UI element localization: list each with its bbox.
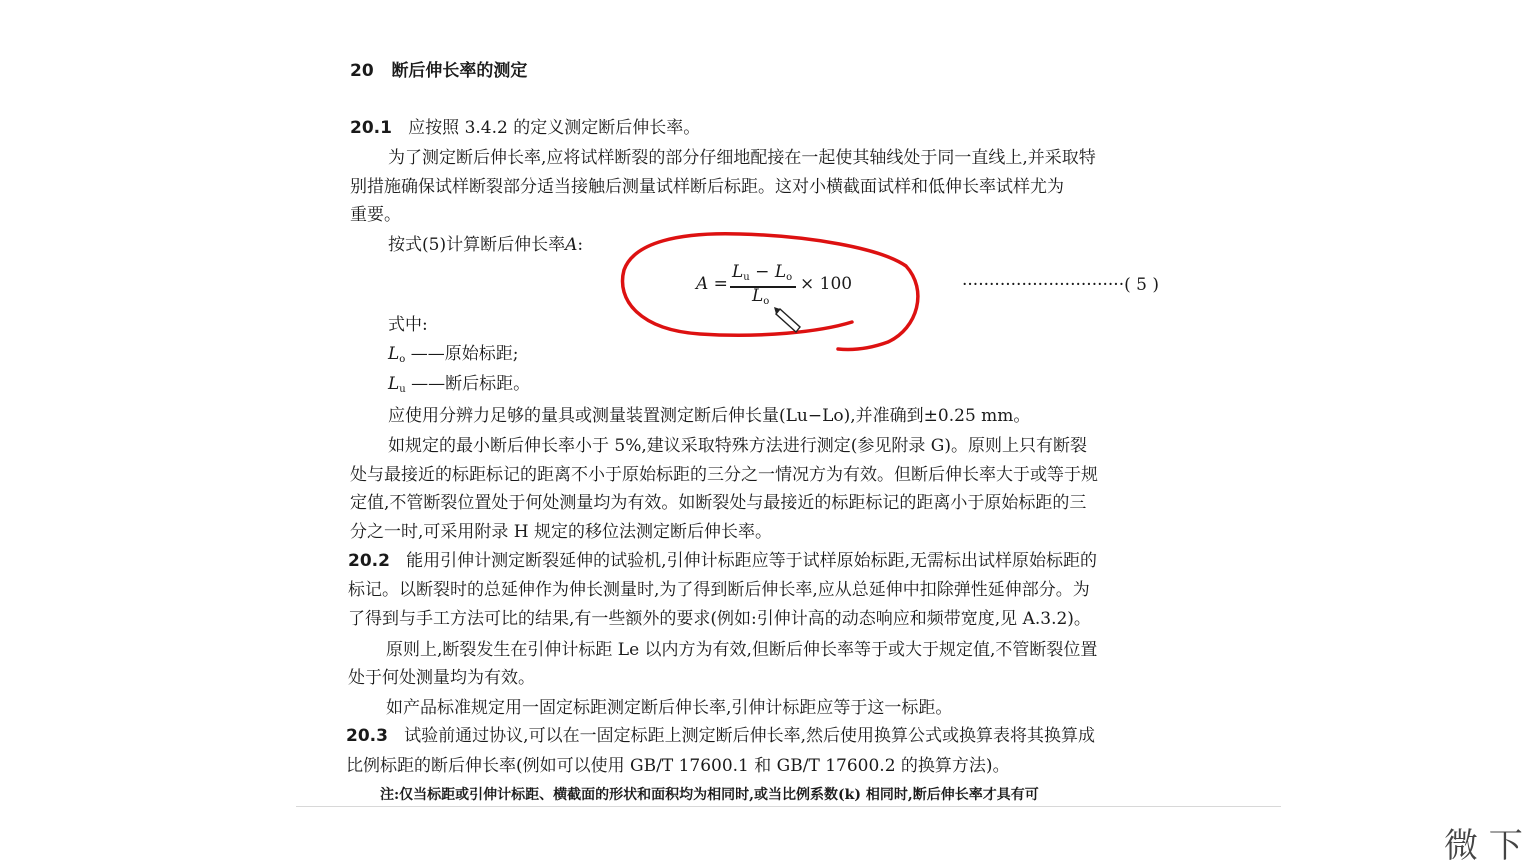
formula-minus: − [749, 262, 775, 282]
formula-intro-colon: : [577, 235, 584, 255]
para3-line4: 分之一时,可采用附录 H 规定的移位法测定断后伸长率。 [350, 522, 773, 542]
formula-number: ······························( 5 ) [962, 275, 1160, 295]
clause-20-2-line1: 能用引伸计测定断裂延伸的试验机,引伸计标距应等于试样原始标距,无需标出试样原始标距的 [406, 551, 1097, 571]
where-label: 式中: [388, 315, 428, 335]
def-lu-sub: u [399, 384, 406, 395]
para5: 如产品标准规定用一固定标距测定断后伸长率,引伸计标距应等于这一标距。 [386, 698, 953, 718]
heading-title: 断后伸长率的测定 [391, 61, 528, 81]
formula-lhs: A = [696, 274, 728, 294]
def-lu-text: ——断后标距。 [405, 374, 531, 394]
formula-den-l: L [752, 286, 764, 306]
clause-20-2-line3: 了得到与手工方法可比的结果,有一些额外的要求(例如:引伸计高的动态响应和频带宽度,见 A.3.2)。 [348, 609, 1091, 629]
formula-intro-var: A [565, 235, 578, 255]
para2: 应使用分辨力足够的量具或测量装置测定断后伸长量(Lu−Lo),并准确到±0.25 mm。 [388, 406, 1031, 426]
clause-number: 20.3 [346, 726, 388, 746]
def-lo-symbol: L [388, 344, 400, 364]
pen-cursor-icon[interactable] [774, 307, 800, 332]
para4-line2: 处于何处测量均为有效。 [348, 668, 535, 688]
clause-20-3-line2: 比例标距的断后伸长率(例如可以使用 GB/T 17600.1 和 GB/T 17600.2 的换算方法)。 [346, 756, 1010, 776]
red-circle-annotation [623, 234, 918, 350]
note: 注:仅当标距或引伸计标距、横截面的形状和面积均为相同时,或当比例系数(k) 相同时,断后伸长率才具有可 [380, 787, 1039, 803]
para1-line3: 重要。 [350, 205, 401, 225]
formula-lo-sub: o [786, 272, 793, 283]
clause-number: 20.2 [348, 551, 390, 571]
formula-den-sub: o [763, 296, 770, 307]
formula-intro-text: 按式(5)计算断后伸长率 [388, 235, 566, 255]
para4-line1: 原则上,断裂发生在引伸计标距 Le 以内方为有效,但断后伸长率等于或大于规定值,不管断裂位置 [386, 640, 1098, 660]
heading-number: 20 [350, 61, 374, 81]
para1-line1: 为了测定断后伸长率,应将试样断裂的部分仔细地配接在一起使其轴线处于同一直线上,并采取特 [388, 148, 1096, 168]
def-lu-symbol: L [388, 374, 400, 394]
para3-line2: 处与最接近的标距标记的距离不小于原始标距的三分之一情况方为有效。但断后伸长率大于或等于规 [350, 465, 1098, 485]
clause-20-3-line1: 试验前通过协议,可以在一固定标距上测定断后伸长率,然后使用换算公式或换算表将其换算成 [404, 726, 1095, 746]
formula-multiplier: × 100 [800, 274, 853, 294]
def-lo-sub: o [399, 354, 406, 365]
formula-lo: L [774, 262, 787, 282]
para3-line1: 如规定的最小断后伸长率小于 5%,建议采取特殊方法进行测定(参见附录 G)。原则上只有断裂 [388, 436, 1088, 456]
para3-line3: 定值,不管断裂位置处于何处测量均为有效。如断裂处与最接近的标距标记的距离小于原始标距的三 [350, 493, 1087, 513]
para1-line2: 别措施确保试样断裂部分适当接触后测量试样断后标距。这对小横截面试样和低伸长率试样尤为 [350, 177, 1064, 197]
def-lo-text: ——原始标距; [405, 344, 519, 364]
watermark: 微 下 [1444, 826, 1523, 866]
clause-number: 20.1 [350, 118, 392, 138]
clause-text: 应按照 3.4.2 的定义测定断后伸长率。 [408, 118, 701, 138]
clause-20-2-line2: 标记。以断裂时的总延伸作为伸长测量时,为了得到断后伸长率,应从总延伸中扣除弹性延伸部分。为 [348, 580, 1090, 600]
formula-lu: L [732, 262, 744, 282]
formula-lu-sub: u [743, 272, 750, 283]
